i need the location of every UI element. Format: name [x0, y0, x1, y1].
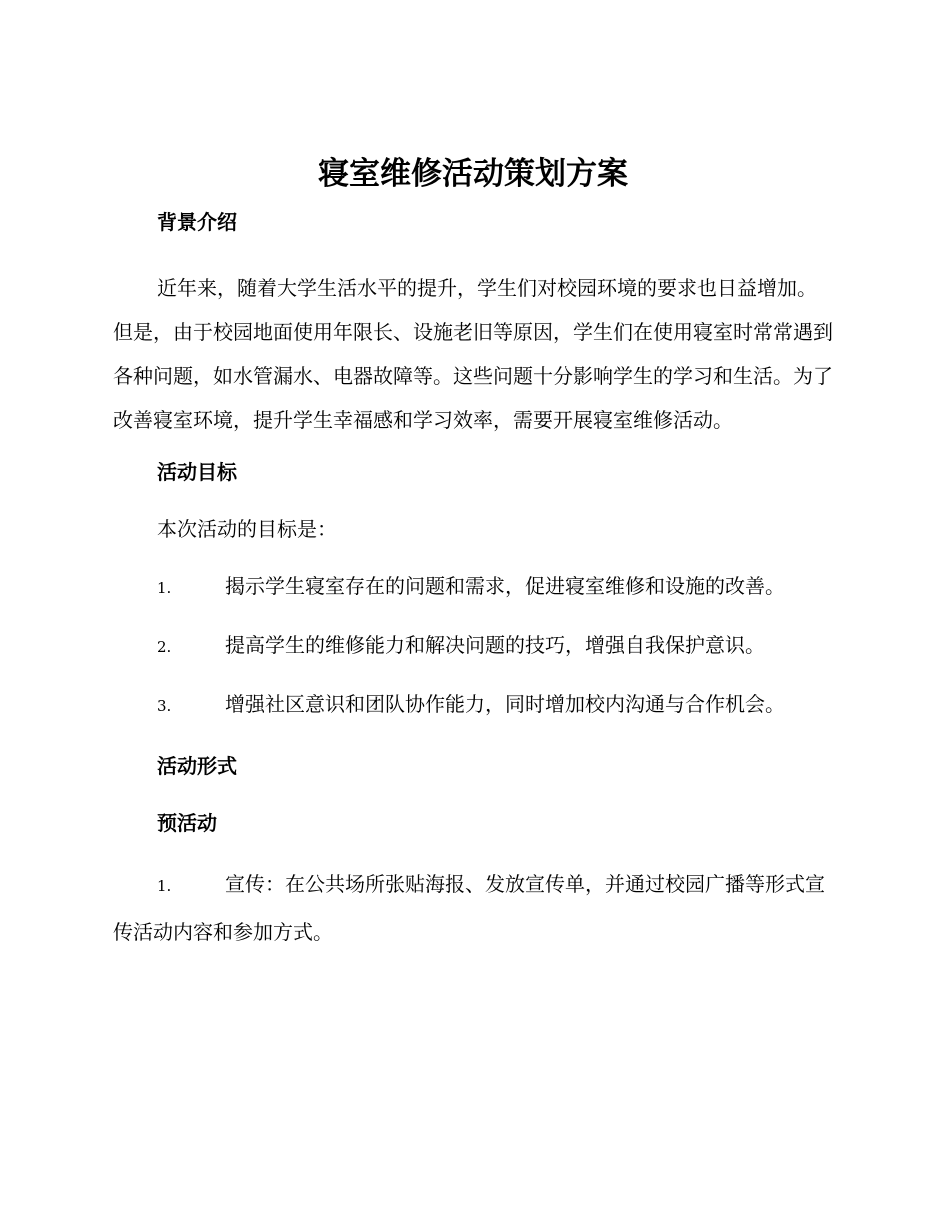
list-number: 3.: [157, 697, 172, 715]
background-paragraph: 近年来，随着大学生活水平的提升，学生们对校园环境的要求也日益增加。但是，由于校园地面使用年限长、设施老旧等原因，学生们在使用寝室时常常遇到各种问题，如水管漏水、电器故障等。这些问题十分影响学生的学习和生活。为了改善寝室环境，提升学生幸福感和学习效率，需要开展寝室维修活动。: [113, 276, 833, 432]
list-text: 增强社区意识和团队协作能力，同时增加校内沟通与合作机会。: [225, 692, 785, 716]
goal-item-2: [113, 624, 833, 668]
goal-item-1: [113, 565, 833, 609]
section-heading-background: 背景介绍: [157, 210, 237, 234]
subheading-pre-activity: 预活动: [157, 811, 217, 835]
document-title: 寝室维修活动策划方案: [318, 156, 628, 192]
list-number: 2.: [157, 638, 172, 656]
format-item-1: [113, 861, 833, 955]
goals-intro: 本次活动的目标是：: [157, 517, 337, 541]
document-page: [113, 150, 833, 955]
list-text: 揭示学生寝室存在的问题和需求，促进寝室维修和设施的改善。: [225, 574, 785, 598]
list-number: 1.: [157, 877, 172, 895]
list-number: 1.: [157, 579, 172, 597]
list-text: 提高学生的维修能力和解决问题的技巧，增强自我保护意识。: [225, 633, 765, 657]
goal-item-3: [113, 683, 833, 727]
list-text: 宣传：在公共场所张贴海报、发放宣传单，并通过校园广播等形式宣传活动内容和参加方式。: [113, 872, 825, 944]
section-heading-goals: 活动目标: [157, 460, 237, 484]
section-heading-format: 活动形式: [157, 754, 237, 778]
